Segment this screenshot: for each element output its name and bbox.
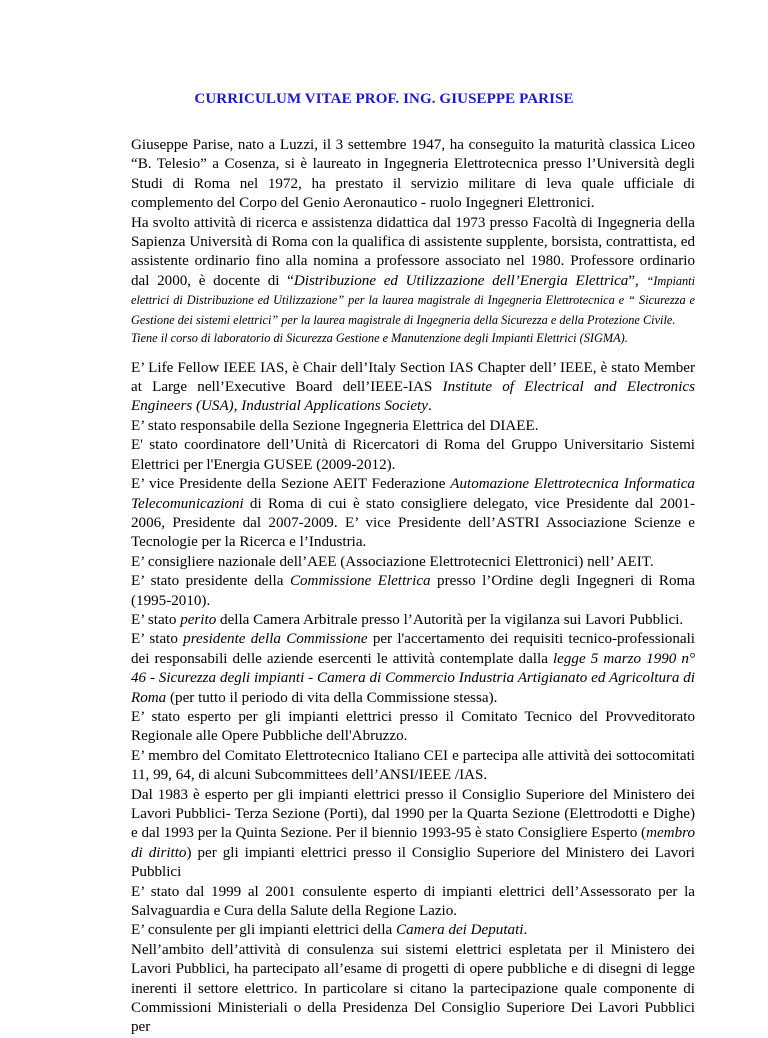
paragraph-regione-lazio: E’ stato dal 1999 al 2001 consulente esperto di impianti elettrici dell’Assessorato per la Salvaguardia e Cura della Salute della Regione Lazio.: [131, 883, 695, 920]
paragraph-aeit: [131, 475, 695, 553]
text-run: E’ vice Presidente della Sezione AEIT Federazione: [131, 476, 451, 493]
text-run: (per tutto il periodo di vita della Commissione stessa).: [166, 689, 498, 706]
course-list: “Impianti elettrici di Distribuzione ed Utilizzazione” per la laurea magistrale di Ingegneria Elettrotecnica e “ Sicurezza e Gestione dei sistemi elettrici” per la laurea magistrale di Ingegneria della Sicurezza e della Protezione Civile.: [131, 273, 696, 327]
paragraph-birth-education: Giuseppe Parise, nato a Luzzi, il 3 settembre 1947, ha conseguito la maturità classica Liceo “B. Telesio” a Cosenza, si è laureato in Ingegneria Elettrotecnica presso l’Università degli Studi di Roma nel 1972, ha prestato il servizio militare di leva quale ufficiale di complemento del Corpo del Genio Aeronautico - ruolo Ingegneri Elettronici.: [131, 137, 695, 212]
text-run: E’ stato presidente della: [131, 573, 290, 590]
paragraph-ieee: [131, 359, 695, 417]
paragraph-diaee: E’ stato responsabile della Sezione Ingegneria Elettrica del DIAEE.: [131, 417, 539, 434]
paragraph-academic-career: [131, 214, 695, 330]
paragraph-aee: E’ consigliere nazionale dell’AEE (Associazione Elettrotecnici Elettronici) nell’ AEIT.: [131, 553, 654, 570]
text-run: .: [523, 922, 528, 939]
text-run: E’ stato: [131, 631, 184, 648]
paragraph-lab-course: Tiene il corso di laboratorio di Sicurezza Gestione e Manutenzione degli Impianti Elettrici (SIGMA).: [131, 331, 628, 346]
course-name: Distribuzione ed Utilizzazione dell’Energia Elettrica: [293, 272, 629, 289]
aeit-full-name: Automazione Elettrotecnica Informatica Telecomunicazioni: [131, 476, 695, 512]
text-run: ”,: [628, 272, 647, 289]
paragraph-perito: [131, 611, 695, 630]
role-name: membro di diritto: [131, 825, 695, 861]
text-run: presso l’Ordine degli Ingegneri di Roma (1995-2010).: [131, 573, 695, 609]
text-run: della Camera Arbitrale presso l’Autorità per la vigilanza sui Lavori Pubblici.: [216, 611, 684, 628]
paragraph-presidente-commissione: [131, 630, 695, 708]
text-run: E’ consulente per gli impianti elettrici della: [131, 922, 397, 939]
ieee-full-name: Institute of Electrical and Electronics Engineers (USA), Industrial Applications Society: [131, 379, 696, 415]
document-body: [131, 136, 695, 1038]
role-name: perito: [180, 611, 217, 628]
paragraph-consiglio-superiore: [131, 786, 695, 883]
paragraph-abruzzo: E’ stato esperto per gli impianti elettrici presso il Comitato Tecnico del Provveditorato Regionale alle Opere Pubbliche dell'Abruzzo.: [131, 708, 695, 745]
text-run: E’ stato: [131, 611, 181, 628]
document-title: CURRICULUM VITAE PROF. ING. GIUSEPPE PARISE: [194, 91, 574, 107]
law-reference: legge 5 marzo 1990 n° 46 - Sicurezza degli impianti - Camera di Commercio Industria Artigianato ed Agricoltura di Roma: [131, 650, 695, 706]
text-run: Dal 1983 è esperto per gli impianti elettrici presso il Consiglio Superiore del Ministero dei Lavori Pubblici- Terza Sezione (Porti), dal 1990 per la Quarta Sezione (Elettrodotti e Dighe) e dal 1993 per la Quinta Sezione. Per il biennio 1993-95 è stato Consigliere Esperto (: [131, 786, 695, 842]
commission-name: Commissione Elettrica: [289, 573, 431, 590]
paragraph-consulenza: Nell’ambito dell’attività di consulenza sui sistemi elettrici espletata per il Ministero dei Lavori Pubblici, ha partecipato all’esame di progetti di opere pubbliche e di disegni di legge inerenti il settore elettrico. In particolare si citano la partecipazione quale componente di Commissioni Ministeriali o della Presidenza Del Consiglio Superiore Dei Lavori Pubblici per: [131, 941, 695, 1036]
paragraph-gusee: E' stato coordinatore dell’Unità di Ricercatori di Roma del Gruppo Universitario Sistemi Elettrici per l'Energia GUSEE (2009-2012).: [131, 437, 695, 473]
text-run: .: [427, 398, 432, 415]
text-run: di Roma di cui è stato consigliere delegato, vice Presidente dal 2001-2006, Presidente dal 2007-2009. E’ vice Presidente dell’ASTRI Associazione Scienze e Tecnologie per la Ricerca e l’Industria.: [131, 495, 695, 551]
text-run: E’ Life Fellow IEEE IAS, è Chair dell’Italy Section IAS Chapter dell’ IEEE, è stato Member at Large nell’Executive Board dell’IEEE-IAS: [131, 359, 695, 396]
paragraph-camera-deputati: [131, 921, 695, 940]
paragraph-commissione-elettrica: [131, 572, 695, 611]
role-name: presidente della Commissione: [183, 631, 368, 648]
text-run: Ha svolto attività di ricerca e assistenza didattica dal 1973 presso Facoltà di Ingegneria della Sapienza Università di Roma con la qualifica di assistente supplente, borsista, contrattista, ed assistente ordinario fino alla nomina a professore associato nel 1980. Professore ordinario dal 2000, è docente di “: [131, 214, 695, 289]
paragraph-cei: E’ membro del Comitato Elettrotecnico Italiano CEI e partecipa alle attività dei sottocomitati 11, 99, 64, di alcuni Subcommittees dell’ANSI/IEEE /IAS.: [131, 747, 695, 784]
institution-name: Camera dei Deputati: [396, 922, 524, 939]
text-run: ) per gli impianti elettrici presso il Consiglio Superiore del Ministero dei Lavori Pubblici: [131, 844, 695, 881]
text-run: per l'accertamento dei requisiti tecnico-professionali dei responsabili delle aziende esercenti le attività contemplate dalla: [131, 631, 695, 667]
